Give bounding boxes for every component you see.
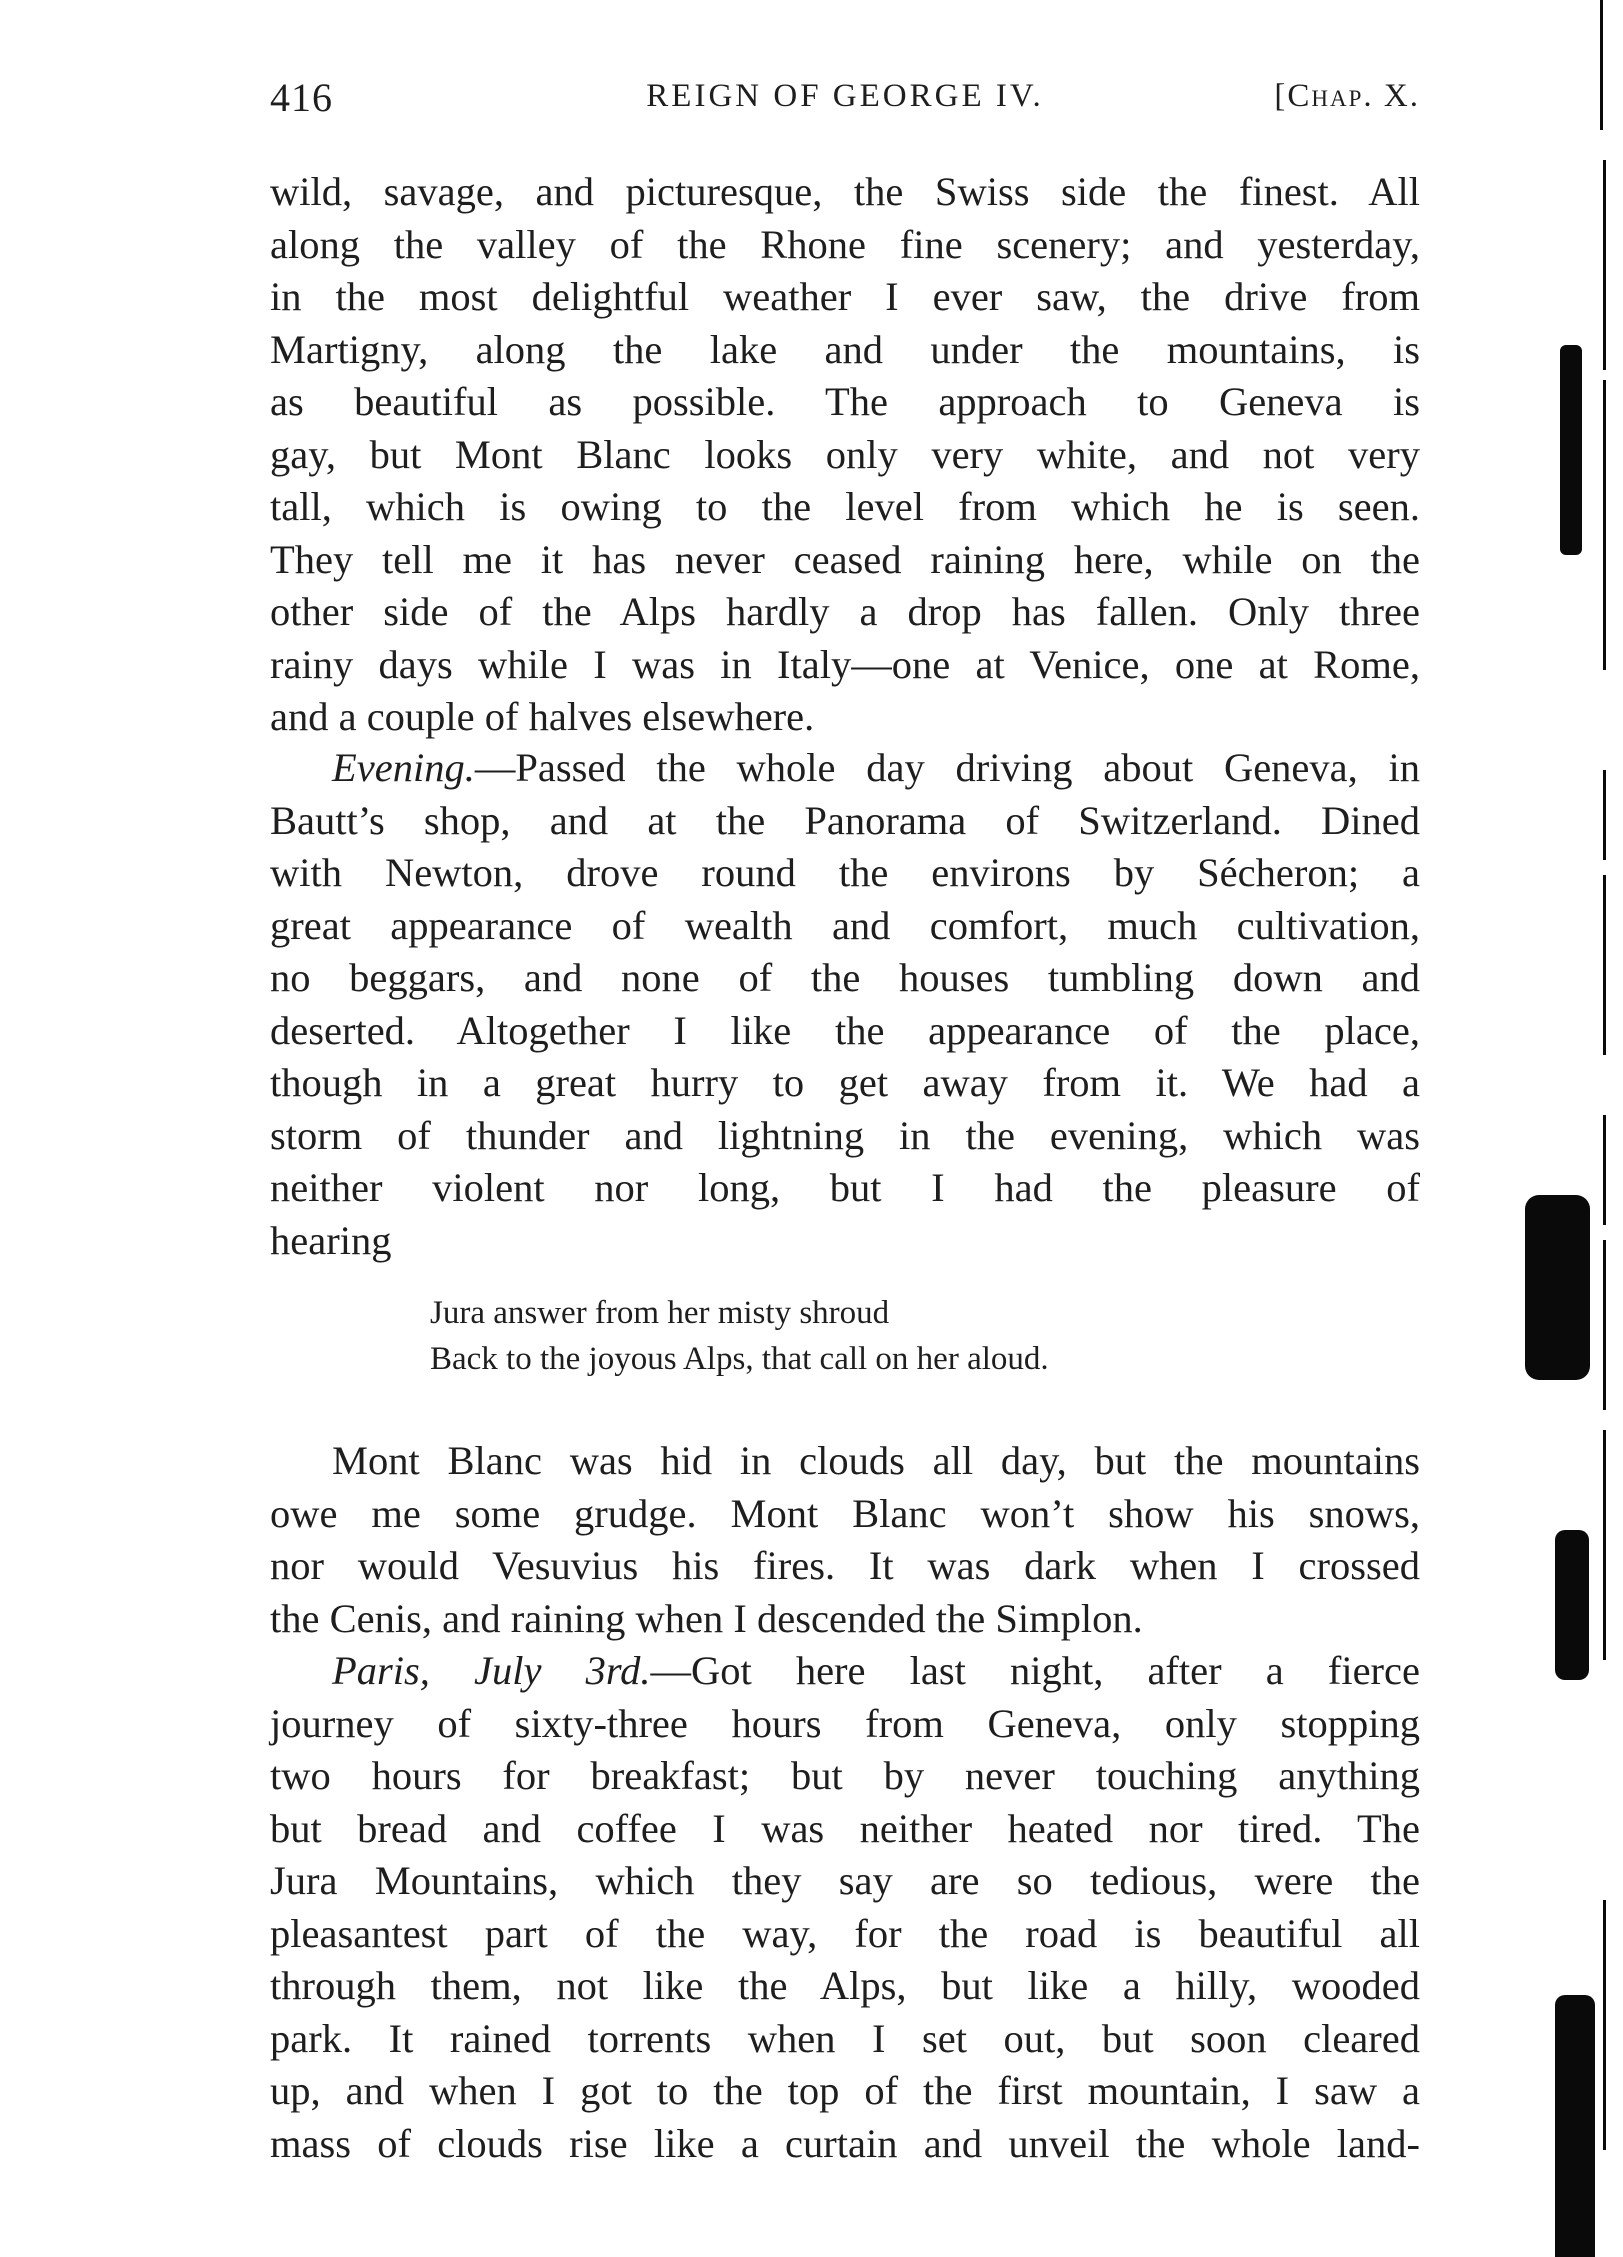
chapter-label: [Chap. X. [1274, 78, 1420, 114]
verse-quotation [430, 1290, 1049, 1382]
text-line: and a couple of halves elsewhere. [270, 694, 815, 739]
text-line: pleasantest part of the way, for the road is beautiful all [270, 1910, 1420, 1956]
text-line: Bautt’s shop, and at the Panorama of Switzerland. Dined [270, 797, 1420, 843]
verse-line: Back to the joyous Alps, that call on her aloud. [430, 1341, 1049, 1377]
text-line: tall, which is owing to the level from which he is seen. [270, 484, 1420, 529]
edge-line [1603, 1900, 1606, 2150]
text-line: journey of sixty-three hours from Geneva, only stopping [270, 1700, 1420, 1746]
edge-line [1600, 0, 1603, 130]
text-line: up, and when I got to the top of the first mountain, I saw a [270, 2068, 1420, 2113]
edge-line [1603, 1240, 1606, 1410]
entry-lead: Paris, July 3rd. [332, 1648, 651, 1693]
text-line: other side of the Alps hardly a drop has fallen. Only three [270, 589, 1420, 634]
verse-line: Jura answer from her misty shroud [430, 1295, 890, 1331]
text-line: storm of thunder and lightning in the evening, which was [270, 1112, 1420, 1158]
text-line: wild, savage, and picturesque, the Swiss side the finest. All [270, 169, 1420, 214]
edge-line [1603, 380, 1606, 670]
text-line: Martigny, along the lake and under the mountains, is [270, 326, 1420, 372]
text-line: great appearance of wealth and comfort, much cultivation, [270, 902, 1420, 948]
text-line: owe me some grudge. Mont Blanc won’t show his snows, [270, 1490, 1420, 1536]
entry-text: —Got here last night, after a fierce [650, 1648, 1420, 1693]
paragraph-1 [270, 166, 1420, 744]
edge-line [1603, 1430, 1606, 1660]
paragraph-3 [270, 1435, 1420, 1645]
text-line: nor would Vesuvius his fires. It was dark when I crossed [270, 1543, 1420, 1588]
edge-line [1603, 875, 1606, 1055]
text-line: the Cenis, and raining when I descended the Simplon. [270, 1595, 1143, 1641]
text-line: no beggars, and none of the houses tumbling down and [270, 955, 1420, 1000]
edge-mark [1560, 345, 1582, 555]
entry-lead: Evening. [332, 745, 475, 790]
text-line: but bread and coffee I was neither heated nor tired. The [270, 1805, 1420, 1851]
edge-mark [1555, 1530, 1589, 1680]
page-number: 416 [270, 75, 333, 120]
running-title: REIGN OF GEORGE IV. [646, 78, 1044, 114]
paragraph-2 [270, 742, 1420, 1267]
running-head [270, 66, 1420, 126]
text-line: hearing [270, 1217, 392, 1263]
text-line: neither violent nor long, but I had the pleasure of [270, 1165, 1420, 1210]
text-line: deserted. Altogether I like the appearance of the place, [270, 1007, 1420, 1053]
edge-line [1603, 160, 1606, 370]
text-line: though in a great hurry to get away from it. We had a [270, 1060, 1420, 1105]
edge-line [1603, 770, 1606, 860]
text-line: park. It rained torrents when I set out, but soon cleared [270, 2015, 1420, 2061]
text-line: mass of clouds rise like a curtain and unveil the whole land- [270, 2120, 1420, 2166]
text-line: Jura Mountains, which they say are so tedious, were the [270, 1858, 1420, 1903]
text-line: through them, not like the Alps, but like a hilly, wooded [270, 1963, 1420, 2008]
entry-text: —Passed the whole day driving about Geneva, in [474, 745, 1420, 790]
text-line: along the valley of the Rhone fine scenery; and yesterday, [270, 221, 1420, 267]
text-line [270, 742, 1420, 795]
text-line: two hours for breakfast; but by never touching anything [270, 1753, 1420, 1798]
text-line: as beautiful as possible. The approach to Geneva is [270, 379, 1420, 424]
edge-mark [1525, 1195, 1590, 1380]
text-line: with Newton, drove round the environs by Sécheron; a [270, 850, 1420, 895]
edge-line [1603, 1115, 1606, 1225]
paragraph-4 [270, 1645, 1420, 2170]
text-line [270, 1645, 1420, 1698]
text-line: rainy days while I was in Italy—one at Venice, one at Rome, [270, 641, 1420, 687]
text-line: gay, but Mont Blanc looks only very white, and not very [270, 431, 1420, 477]
text-line: in the most delightful weather I ever saw, the drive from [270, 274, 1420, 319]
text-line: Mont Blanc was hid in clouds all day, but the mountains [332, 1438, 1420, 1483]
text-line: They tell me it has never ceased raining here, while on the [270, 536, 1420, 582]
edge-mark [1555, 1995, 1595, 2257]
